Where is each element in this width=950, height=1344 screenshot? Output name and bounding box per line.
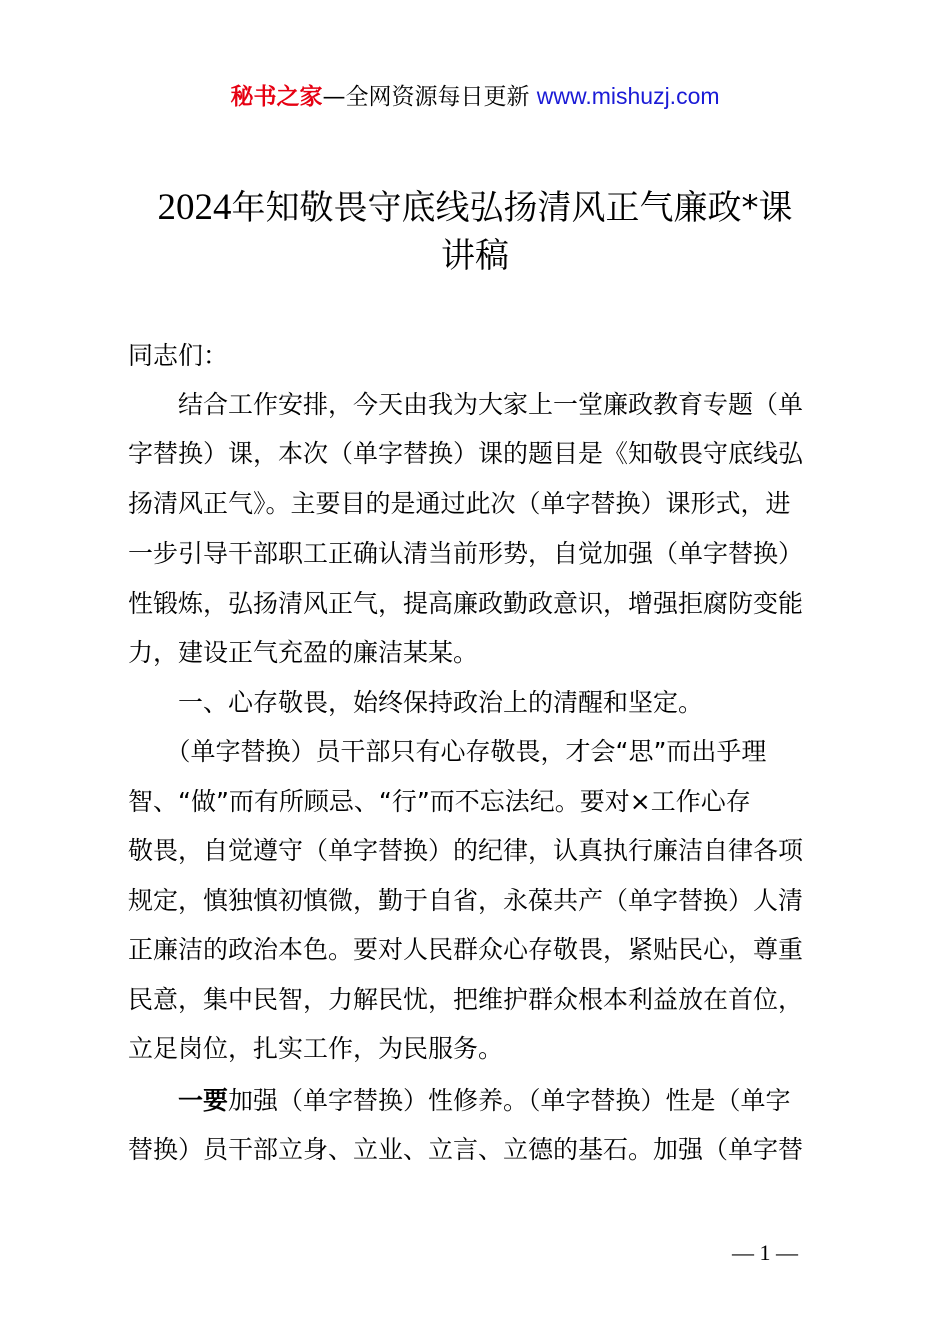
bold-lead: 一要 <box>178 1086 229 1115</box>
body-line: 性锻炼，弘扬清风正气，提高廉政勤政意识，增强拒腐防变能 <box>128 589 804 618</box>
site-url[interactable]: www.mishuzj.com <box>536 83 720 109</box>
body-line: 力，建设正气充盈的廉洁某某。 <box>128 638 479 667</box>
page-number: — 1 — <box>732 1240 798 1265</box>
section-heading: 一、心存敬畏，始终保持政治上的清醒和坚定。 <box>128 688 704 717</box>
brand-name: 秘书之家 <box>230 84 323 110</box>
body-line: 智、“做”而有所顾忌、“行”而不忘法纪。要对×工作心存 <box>128 787 751 816</box>
body-line: 民意，集中民智，力解民忧，把维护群众根本利益放在首位， <box>128 985 804 1014</box>
body-line: （单字替换）员干部只有心存敬畏，才会“思”而出乎理 <box>128 737 767 766</box>
header-tagline: —全网资源每日更新 <box>322 84 530 110</box>
salutation: 同志们： <box>128 341 229 370</box>
paragraph-text: 加强（单字替换）性修养。（单字替换）性是（单字 <box>228 1086 791 1115</box>
body-line: 一步引导干部职工正确认清当前形势，自觉加强（单字替换） <box>128 539 804 568</box>
body-line: 替换）员干部立身、立业、立言、立德的基石。加强（单字替 <box>128 1135 804 1164</box>
body-line: 规定，慎独慎初慎微，勤于自省，永葆共产（单字替换）人清 <box>128 886 804 915</box>
body-line: 正廉洁的政治本色。要对人民群众心存敬畏，紧贴民心，尊重 <box>128 935 804 964</box>
title-year: 2024 <box>157 187 232 228</box>
title-text: 年知敬畏守底线弘扬清风正气廉政*课 <box>231 188 793 228</box>
body-line: 扬清风正气》。主要目的是通过此次（单字替换）课形式，进 <box>128 489 791 518</box>
body-line: 敬畏，自觉遵守（单字替换）的纪律，认真执行廉洁自律各项 <box>128 836 804 865</box>
document-title-line-1 <box>100 186 850 230</box>
body-line: 字替换）课，本次（单字替换）课的题目是《知敬畏守底线弘 <box>128 439 804 468</box>
body-line: 结合工作安排，今天由我为大家上一堂廉政教育专题（单 <box>128 390 804 419</box>
body-line: 立足岗位，扎实工作，为民服务。 <box>128 1034 504 1063</box>
paragraph-yiyao <box>128 1085 838 1117</box>
document-title-line-2: 讲稿 <box>441 236 509 276</box>
header-banner <box>0 80 950 113</box>
